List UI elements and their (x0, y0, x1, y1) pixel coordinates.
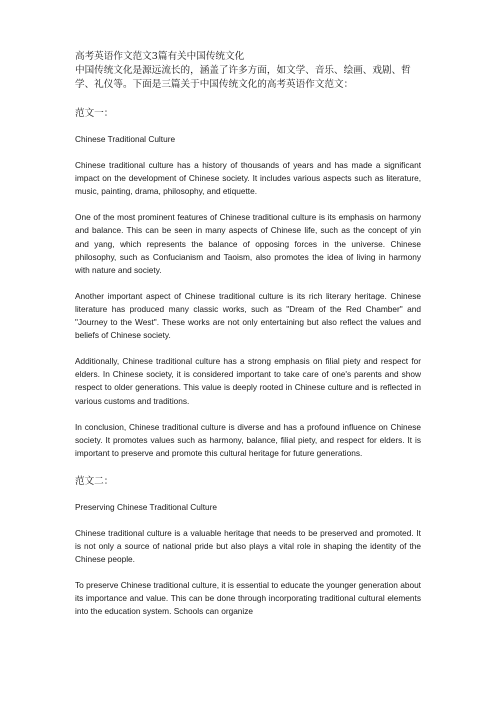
essay-1-paragraph: In conclusion, Chinese traditional culture is diverse and has a profound influence on Chinese society. It promotes values such as harmony, balance, filial piety, and respect for elders. It is important to preserve and promote this cultural heritage for future generations. (75, 421, 421, 458)
essay-2-paragraph: Chinese traditional culture is a valuable heritage that needs to be preserved and promoted. It is not only a source of national pride but also plays a vital role in shaping the identity of the Chinese people. (75, 527, 421, 565)
essay-1-heading: Chinese Traditional Culture (75, 134, 176, 144)
document-intro: 中国传统文化是源远流长的，涵盖了许多方面，如文学、音乐、绘画、戏剧、哲学、礼仪等。下面是三篇关于中国传统文化的高考英语作文范文： (75, 65, 411, 90)
essay-1-paragraph: Chinese traditional culture has a history of thousands of years and has made a significant impact on the development of Chinese society. It includes various aspects such as literature, music, painting, drama, philosophy, and etiquette. (75, 160, 421, 197)
essay-2-heading: Preserving Chinese Traditional Culture (75, 501, 218, 512)
essay-2-label: 范文二： (75, 475, 114, 487)
essay-2-paragraph: To preserve Chinese traditional culture, it is essential to educate the younger generation about its importance and value. This can be done through incorporating traditional cultural elements into the education system. Schools can organize (75, 580, 421, 617)
essay-1-paragraph: Another important aspect of Chinese traditional culture is its rich literary heritage. Chinese literature has produced many classic works, such as "Dream of the Red Chamber" and "Journey to the West". These works are not only entertaining but also reflect the values and beliefs of Chinese society. (75, 290, 421, 341)
document-title: 高考英语作文范文3篇有关中国传统文化 (75, 51, 245, 62)
essay-1-paragraph: One of the most prominent features of Chinese traditional culture is its emphasis on harmony and balance. This can be seen in many aspects of Chinese life, such as the concept of yin and yang, which represents the balance of opposing forces in the universe. Chinese philosophy, such as Confucianism and Taoism, also promotes the idea of living in harmony with nature and society. (75, 212, 421, 275)
essay-1-paragraph: Additionally, Chinese traditional culture has a strong emphasis on filial piety and respect for elders. In Chinese society, it is considered important to take care of one's parents and show respect to older generations. This value is deeply rooted in Chinese culture and is reflected in various customs and traditions. (75, 356, 421, 406)
essay-1-label: 范文一： (75, 108, 114, 119)
